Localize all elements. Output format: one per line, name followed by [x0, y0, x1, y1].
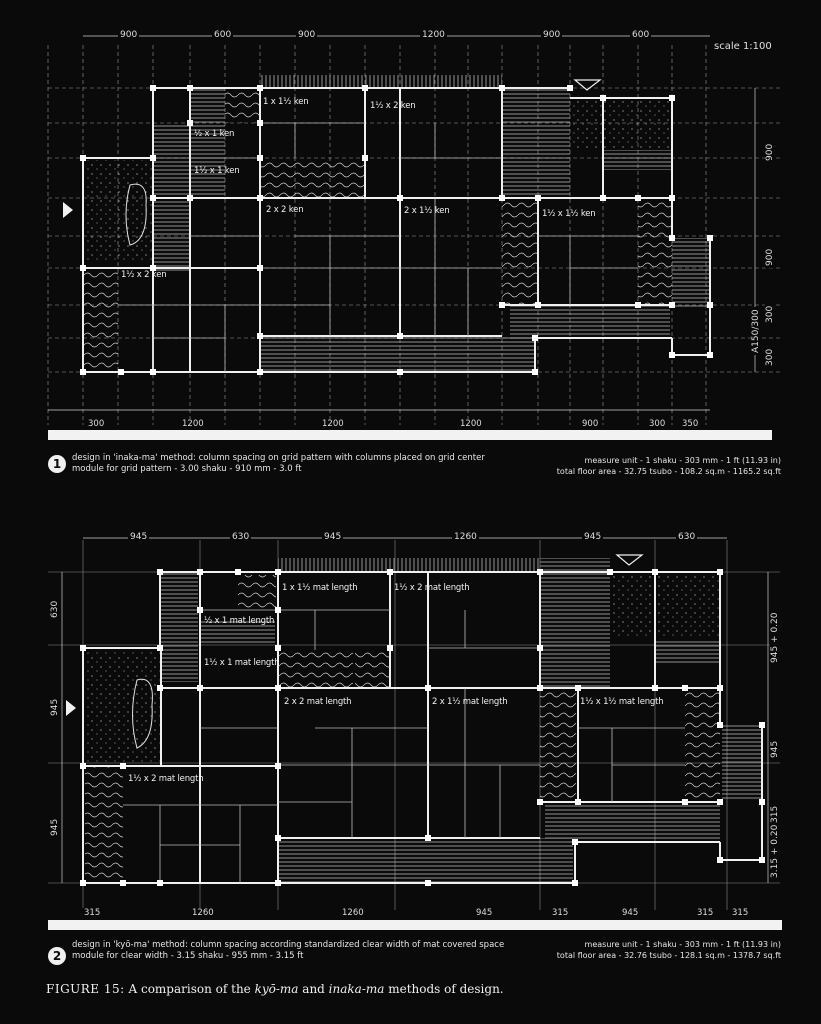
floor-area-line: total floor area - 32.75 tsubo - 108.2 sq.m - 1165.2 sq.ft: [556, 467, 781, 476]
room-label: 1½ x 1½ mat length: [580, 697, 664, 707]
dim-bottom: 945: [476, 908, 493, 918]
room-label: 1½ x 1 ken: [194, 166, 240, 176]
room-label: ½ x 1 ken: [194, 129, 235, 139]
room-label: 1½ x 1 mat length: [204, 658, 280, 668]
dim-right: 900: [765, 143, 775, 161]
dim-bottom: 315: [84, 908, 101, 918]
dim-top: 900: [543, 30, 561, 40]
plan-caption-line: module for grid pattern - 3.00 shaku - 910 mm - 3.0 ft: [72, 464, 302, 474]
plan-caption-line: design in 'kyō-ma' method: column spacing according standardized clear width of mat covered space: [72, 940, 505, 950]
dim-top: 1260: [454, 532, 477, 542]
module-ruler: [48, 430, 772, 440]
dim-top: 630: [232, 532, 250, 542]
dim-right: 315: [770, 805, 780, 823]
figure-text: and: [298, 982, 329, 996]
plan-number-badge: 2: [48, 947, 66, 965]
room-label: 1½ x 2 mat length: [394, 583, 470, 593]
plan-kyo-ma: [0, 520, 821, 980]
room-label: 2 x 1½ ken: [404, 206, 450, 216]
dim-bottom: 1260: [192, 908, 214, 918]
room-label: 2 x 1½ mat length: [432, 697, 508, 707]
figure-term: kyō-ma: [254, 982, 299, 996]
dim-top: 900: [298, 30, 316, 40]
dim-left: 630: [50, 600, 60, 618]
figure-label: FIGURE 15:: [46, 982, 125, 996]
plan-caption-line: module for clear width - 3.15 shaku - 955 mm - 3.15 ft: [72, 951, 304, 961]
room-label: 1½ x 1½ ken: [542, 209, 596, 219]
room-label: 2 x 2 ken: [266, 205, 304, 215]
plan-caption-line: design in 'inaka-ma' method: column spacing on grid pattern with columns placed on grid center: [72, 453, 485, 463]
dim-bottom: 315: [697, 908, 714, 918]
dim-bottom: 945: [622, 908, 639, 918]
dim-top: 630: [678, 532, 696, 542]
dim-right: 900: [765, 248, 775, 266]
dim-left: 945: [50, 698, 60, 716]
room-label: 1 x 1½ ken: [263, 97, 309, 107]
module-ruler: [48, 920, 782, 930]
plan-number-badge: 1: [48, 455, 66, 473]
dim-bottom: 1200: [182, 419, 204, 429]
figure-term: inaka-ma: [328, 982, 385, 996]
dim-top: 945: [324, 532, 342, 542]
entrance-arrow-icon: [63, 202, 73, 218]
dim-bottom: 300: [88, 419, 105, 429]
dim-right: 945: [770, 740, 780, 758]
room-label: ½ x 1 mat length: [204, 616, 275, 626]
measure-unit-line: measure unit - 1 shaku - 303 mm - 1 ft (11.93 in): [584, 940, 781, 949]
dim-bottom: 1200: [322, 419, 344, 429]
dim-top: 600: [632, 30, 650, 40]
room-label: 1½ x 2 mat length: [128, 774, 204, 784]
dim-top: 945: [584, 532, 602, 542]
dim-top: 900: [120, 30, 138, 40]
room-label: 1½ x 2 ken: [370, 101, 416, 111]
dim-right: 300: [765, 348, 775, 366]
dim-bottom: 1200: [460, 419, 482, 429]
dim-top: 1200: [422, 30, 445, 40]
dim-right: 945 + 0.20: [770, 612, 780, 663]
plan-inaka-ma: [0, 0, 821, 500]
dim-right: A150/300: [751, 309, 761, 353]
figure-text: A comparison of the: [124, 982, 255, 996]
dim-right: 3.15 + 0.20: [770, 824, 780, 878]
dim-right: 300: [765, 305, 775, 323]
dim-top: 600: [214, 30, 232, 40]
dim-bottom: 300: [649, 419, 666, 429]
measure-unit-line: measure unit - 1 shaku - 303 mm - 1 ft (11.93 in): [584, 456, 781, 465]
dim-top: 945: [130, 532, 148, 542]
dim-bottom: 1260: [342, 908, 364, 918]
room-label: 1½ x 2 ken: [121, 270, 167, 280]
floor-area-line: total floor area - 32.76 tsubo - 128.1 sq.m - 1378.7 sq.ft: [556, 951, 781, 960]
scale-label: scale 1:100: [714, 41, 772, 52]
figure-text: methods of design.: [384, 982, 504, 996]
room-label: 2 x 2 mat length: [284, 697, 352, 707]
dim-bottom: 315: [732, 908, 749, 918]
dim-bottom: 315: [552, 908, 569, 918]
figure-caption: [46, 982, 504, 996]
dim-bottom: 900: [582, 419, 599, 429]
dim-left: 945: [50, 818, 60, 836]
dim-bottom: 350: [682, 419, 699, 429]
entrance-arrow-icon: [66, 700, 76, 716]
room-label: 1 x 1½ mat length: [282, 583, 358, 593]
